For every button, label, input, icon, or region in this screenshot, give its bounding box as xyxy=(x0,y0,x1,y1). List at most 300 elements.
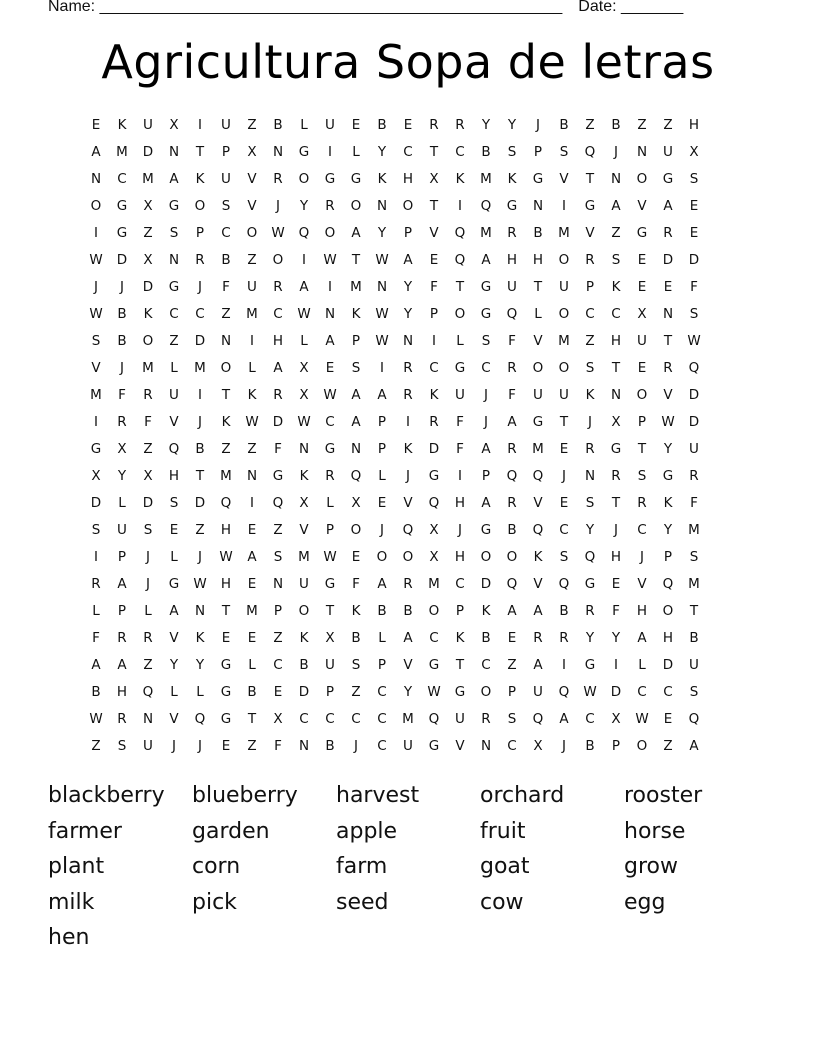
grid-letter[interactable]: Z xyxy=(351,684,361,700)
grid-letter[interactable]: N xyxy=(350,441,362,457)
grid-letter[interactable]: O xyxy=(246,225,258,241)
grid-letter[interactable]: D xyxy=(142,279,154,295)
grid-letter[interactable]: U xyxy=(455,711,465,727)
grid-letter[interactable]: U xyxy=(637,333,647,349)
grid-letter[interactable]: I xyxy=(94,225,98,241)
grid-letter[interactable]: H xyxy=(610,549,622,565)
grid-letter[interactable]: R xyxy=(507,360,517,376)
grid-letter[interactable]: L xyxy=(378,630,386,646)
grid-letter[interactable]: O xyxy=(194,198,206,214)
grid-letter[interactable]: X xyxy=(637,306,647,322)
grid-letter[interactable]: U xyxy=(143,117,153,133)
grid-letter[interactable]: G xyxy=(428,468,440,484)
grid-letter[interactable]: R xyxy=(663,225,673,241)
grid-letter[interactable]: Q xyxy=(532,711,544,727)
grid-letter[interactable]: S xyxy=(169,225,179,241)
grid-letter[interactable]: I xyxy=(432,333,436,349)
grid-letter[interactable]: F xyxy=(222,279,230,295)
grid-letter[interactable]: A xyxy=(507,414,517,430)
grid-letter[interactable]: O xyxy=(428,603,440,619)
grid-letter[interactable]: A xyxy=(611,198,621,214)
grid-letter[interactable]: W xyxy=(583,684,597,700)
grid-letter[interactable]: J xyxy=(484,414,488,430)
grid-letter[interactable]: N xyxy=(168,252,180,268)
grid-letter[interactable]: N xyxy=(610,387,622,403)
grid-letter[interactable]: D xyxy=(194,495,206,511)
grid-letter[interactable]: K xyxy=(585,387,595,403)
grid-letter[interactable]: H xyxy=(532,252,544,268)
grid-letter[interactable]: T xyxy=(585,171,595,187)
grid-letter[interactable]: B xyxy=(91,684,101,700)
grid-letter[interactable]: X xyxy=(299,495,309,511)
grid-letter[interactable]: G xyxy=(350,171,362,187)
grid-letter[interactable]: R xyxy=(611,468,621,484)
grid-letter[interactable]: U xyxy=(689,441,699,457)
grid-letter[interactable]: J xyxy=(380,522,384,538)
grid-letter[interactable]: T xyxy=(611,495,621,511)
grid-letter[interactable]: K xyxy=(299,630,309,646)
grid-letter[interactable]: V xyxy=(247,198,257,214)
grid-letter[interactable]: G xyxy=(324,441,336,457)
grid-letter[interactable]: E xyxy=(689,225,699,241)
grid-letter[interactable]: D xyxy=(610,684,622,700)
grid-letter[interactable]: P xyxy=(221,144,231,160)
grid-letter[interactable]: C xyxy=(195,306,205,322)
date-field[interactable]: Date: _______ xyxy=(578,0,684,15)
grid-letter[interactable]: M xyxy=(428,576,440,592)
grid-letter[interactable]: T xyxy=(689,603,699,619)
grid-letter[interactable]: E xyxy=(247,522,257,538)
grid-letter[interactable]: G xyxy=(324,171,336,187)
grid-letter[interactable]: L xyxy=(118,495,126,511)
grid-letter[interactable]: Z xyxy=(247,117,257,133)
grid-letter[interactable]: S xyxy=(351,360,361,376)
grid-letter[interactable]: W xyxy=(323,252,337,268)
grid-letter[interactable]: V xyxy=(637,576,647,592)
grid-letter[interactable]: X xyxy=(429,522,439,538)
grid-letter[interactable]: K xyxy=(455,171,465,187)
grid-letter[interactable]: N xyxy=(376,279,388,295)
grid-letter[interactable]: X xyxy=(117,441,127,457)
grid-letter[interactable]: Y xyxy=(507,117,517,133)
grid-letter[interactable]: K xyxy=(377,171,387,187)
grid-letter[interactable]: O xyxy=(220,360,232,376)
grid-letter[interactable]: D xyxy=(90,495,102,511)
grid-letter[interactable]: J xyxy=(640,549,644,565)
grid-letter[interactable]: K xyxy=(221,414,231,430)
grid-letter[interactable]: N xyxy=(584,468,596,484)
grid-letter[interactable]: X xyxy=(611,414,621,430)
grid-letter[interactable]: O xyxy=(350,198,362,214)
grid-letter[interactable]: U xyxy=(325,657,335,673)
grid-letter[interactable]: E xyxy=(169,522,179,538)
grid-letter[interactable]: C xyxy=(481,657,491,673)
grid-letter[interactable]: B xyxy=(377,603,387,619)
grid-letter[interactable]: X xyxy=(429,171,439,187)
grid-letter[interactable]: I xyxy=(380,360,384,376)
grid-letter[interactable]: S xyxy=(143,522,153,538)
grid-letter[interactable]: U xyxy=(221,171,231,187)
grid-letter[interactable]: E xyxy=(429,252,439,268)
grid-letter[interactable]: R xyxy=(533,630,543,646)
grid-letter[interactable]: R xyxy=(143,630,153,646)
grid-letter[interactable]: P xyxy=(637,414,647,430)
grid-letter[interactable]: G xyxy=(454,360,466,376)
grid-letter[interactable]: L xyxy=(300,117,308,133)
grid-letter[interactable]: M xyxy=(532,441,544,457)
grid-letter[interactable]: V xyxy=(585,225,595,241)
grid-letter[interactable]: N xyxy=(636,144,648,160)
grid-letter[interactable]: J xyxy=(198,738,202,754)
grid-letter[interactable]: B xyxy=(403,603,413,619)
grid-letter[interactable]: O xyxy=(558,306,570,322)
grid-letter[interactable]: G xyxy=(298,144,310,160)
grid-letter[interactable]: C xyxy=(377,711,387,727)
grid-letter[interactable]: W xyxy=(89,306,103,322)
grid-letter[interactable]: K xyxy=(117,117,127,133)
grid-letter[interactable]: V xyxy=(403,495,413,511)
grid-letter[interactable]: S xyxy=(117,738,127,754)
grid-letter[interactable]: Z xyxy=(507,657,517,673)
grid-letter[interactable]: I xyxy=(328,144,332,160)
grid-letter[interactable]: N xyxy=(298,441,310,457)
grid-letter[interactable]: R xyxy=(429,117,439,133)
grid-letter[interactable]: V xyxy=(533,576,543,592)
grid-letter[interactable]: M xyxy=(688,522,700,538)
grid-letter[interactable]: O xyxy=(506,549,518,565)
grid-letter[interactable]: A xyxy=(481,441,491,457)
grid-letter[interactable]: F xyxy=(456,441,464,457)
grid-letter[interactable]: W xyxy=(427,684,441,700)
grid-letter[interactable]: I xyxy=(458,468,462,484)
grid-letter[interactable]: Z xyxy=(91,738,101,754)
grid-letter[interactable]: Z xyxy=(611,225,621,241)
grid-letter[interactable]: C xyxy=(117,171,127,187)
grid-letter[interactable]: I xyxy=(198,117,202,133)
grid-letter[interactable]: F xyxy=(92,630,100,646)
grid-letter[interactable]: Q xyxy=(688,711,700,727)
grid-letter[interactable]: R xyxy=(273,171,283,187)
grid-letter[interactable]: J xyxy=(458,522,462,538)
grid-letter[interactable]: F xyxy=(430,279,438,295)
grid-letter[interactable]: J xyxy=(406,468,410,484)
grid-letter[interactable]: N xyxy=(246,468,258,484)
grid-letter[interactable]: H xyxy=(688,117,700,133)
grid-letter[interactable]: T xyxy=(455,279,465,295)
grid-letter[interactable]: R xyxy=(585,441,595,457)
grid-letter[interactable]: X xyxy=(169,117,179,133)
grid-letter[interactable]: M xyxy=(194,360,206,376)
grid-letter[interactable]: V xyxy=(403,657,413,673)
grid-letter[interactable]: I xyxy=(94,549,98,565)
grid-letter[interactable]: Q xyxy=(428,711,440,727)
grid-letter[interactable]: A xyxy=(351,225,361,241)
grid-letter[interactable]: H xyxy=(454,549,466,565)
grid-letter[interactable]: O xyxy=(324,225,336,241)
grid-letter[interactable]: Q xyxy=(220,495,232,511)
grid-letter[interactable]: V xyxy=(169,414,179,430)
grid-letter[interactable]: T xyxy=(559,414,569,430)
grid-letter[interactable]: Z xyxy=(273,630,283,646)
grid-letter[interactable]: B xyxy=(611,117,621,133)
grid-letter[interactable]: V xyxy=(455,738,465,754)
grid-letter[interactable]: K xyxy=(351,603,361,619)
grid-letter[interactable]: O xyxy=(350,522,362,538)
grid-letter[interactable]: S xyxy=(273,549,283,565)
grid-letter[interactable]: W xyxy=(375,333,389,349)
grid-letter[interactable]: K xyxy=(195,171,205,187)
grid-letter[interactable]: F xyxy=(690,279,698,295)
grid-letter[interactable]: A xyxy=(169,603,179,619)
grid-letter[interactable]: N xyxy=(194,603,206,619)
grid-letter[interactable]: S xyxy=(689,549,699,565)
grid-letter[interactable]: L xyxy=(92,603,100,619)
grid-letter[interactable]: F xyxy=(144,414,152,430)
grid-letter[interactable]: W xyxy=(375,306,389,322)
grid-letter[interactable]: R xyxy=(507,225,517,241)
grid-letter[interactable]: I xyxy=(198,387,202,403)
grid-letter[interactable]: G xyxy=(584,198,596,214)
grid-letter[interactable]: E xyxy=(663,711,673,727)
grid-letter[interactable]: R xyxy=(559,630,569,646)
grid-letter[interactable]: J xyxy=(562,738,566,754)
grid-letter[interactable]: J xyxy=(536,117,540,133)
grid-letter[interactable]: P xyxy=(325,522,335,538)
grid-letter[interactable]: R xyxy=(143,387,153,403)
grid-letter[interactable]: H xyxy=(116,684,128,700)
grid-letter[interactable]: R xyxy=(91,576,101,592)
grid-letter[interactable]: O xyxy=(454,306,466,322)
grid-letter[interactable]: C xyxy=(507,738,517,754)
grid-letter[interactable]: S xyxy=(689,171,699,187)
grid-letter[interactable]: E xyxy=(689,198,699,214)
grid-letter[interactable]: G xyxy=(168,198,180,214)
grid-letter[interactable]: R xyxy=(325,198,335,214)
grid-letter[interactable]: A xyxy=(533,657,543,673)
grid-letter[interactable]: X xyxy=(273,711,283,727)
grid-letter[interactable]: S xyxy=(507,711,517,727)
grid-letter[interactable]: A xyxy=(403,630,413,646)
grid-letter[interactable]: G xyxy=(168,576,180,592)
grid-letter[interactable]: Q xyxy=(506,576,518,592)
grid-letter[interactable]: J xyxy=(146,549,150,565)
grid-letter[interactable]: T xyxy=(195,144,205,160)
grid-letter[interactable]: I xyxy=(94,414,98,430)
grid-letter[interactable]: A xyxy=(559,711,569,727)
grid-letter[interactable]: Y xyxy=(377,144,387,160)
grid-letter[interactable]: E xyxy=(663,279,673,295)
grid-letter[interactable]: P xyxy=(117,603,127,619)
grid-letter[interactable]: L xyxy=(196,684,204,700)
grid-letter[interactable]: Q xyxy=(558,684,570,700)
grid-letter[interactable]: T xyxy=(429,198,439,214)
grid-letter[interactable]: R xyxy=(455,117,465,133)
grid-letter[interactable]: Q xyxy=(480,198,492,214)
grid-letter[interactable]: G xyxy=(584,576,596,592)
grid-letter[interactable]: T xyxy=(663,333,673,349)
grid-letter[interactable]: T xyxy=(351,252,361,268)
grid-letter[interactable]: O xyxy=(402,549,414,565)
grid-letter[interactable]: P xyxy=(507,684,517,700)
grid-letter[interactable]: F xyxy=(690,495,698,511)
grid-letter[interactable]: A xyxy=(403,252,413,268)
grid-letter[interactable]: C xyxy=(403,144,413,160)
grid-letter[interactable]: G xyxy=(220,711,232,727)
grid-letter[interactable]: E xyxy=(637,360,647,376)
grid-letter[interactable]: G xyxy=(610,441,622,457)
grid-letter[interactable]: Z xyxy=(247,441,257,457)
grid-letter[interactable]: E xyxy=(403,117,413,133)
grid-letter[interactable]: B xyxy=(533,225,543,241)
grid-letter[interactable]: H xyxy=(402,171,414,187)
grid-letter[interactable]: R xyxy=(117,414,127,430)
grid-letter[interactable]: S xyxy=(481,333,491,349)
grid-letter[interactable]: U xyxy=(533,684,543,700)
grid-letter[interactable]: P xyxy=(455,603,465,619)
grid-letter[interactable]: X xyxy=(533,738,543,754)
grid-letter[interactable]: N xyxy=(324,306,336,322)
grid-letter[interactable]: A xyxy=(325,333,335,349)
grid-letter[interactable]: J xyxy=(94,279,98,295)
grid-letter[interactable]: S xyxy=(559,144,569,160)
grid-letter[interactable]: A xyxy=(481,495,491,511)
grid-letter[interactable]: J xyxy=(484,387,488,403)
grid-letter[interactable]: V xyxy=(169,630,179,646)
grid-letter[interactable]: W xyxy=(323,549,337,565)
grid-letter[interactable]: K xyxy=(299,468,309,484)
grid-letter[interactable]: Q xyxy=(532,468,544,484)
grid-letter[interactable]: M xyxy=(402,711,414,727)
grid-letter[interactable]: Q xyxy=(142,684,154,700)
grid-letter[interactable]: A xyxy=(351,387,361,403)
grid-letter[interactable]: J xyxy=(146,576,150,592)
grid-letter[interactable]: X xyxy=(299,387,309,403)
grid-letter[interactable]: H xyxy=(636,603,648,619)
grid-letter[interactable]: M xyxy=(298,549,310,565)
grid-letter[interactable]: L xyxy=(300,333,308,349)
grid-letter[interactable]: D xyxy=(662,657,674,673)
grid-letter[interactable]: V xyxy=(169,711,179,727)
grid-letter[interactable]: B xyxy=(507,522,517,538)
grid-letter[interactable]: L xyxy=(638,657,646,673)
grid-letter[interactable]: A xyxy=(169,171,179,187)
grid-letter[interactable]: W xyxy=(89,711,103,727)
grid-letter[interactable]: P xyxy=(429,306,439,322)
grid-letter[interactable]: M xyxy=(142,360,154,376)
grid-letter[interactable]: R xyxy=(637,495,647,511)
grid-letter[interactable]: A xyxy=(91,144,101,160)
grid-letter[interactable]: G xyxy=(480,522,492,538)
grid-letter[interactable]: M xyxy=(688,576,700,592)
grid-letter[interactable]: O xyxy=(480,684,492,700)
grid-letter[interactable]: K xyxy=(507,171,517,187)
grid-letter[interactable]: Y xyxy=(663,522,673,538)
grid-letter[interactable]: U xyxy=(247,279,257,295)
grid-letter[interactable]: O xyxy=(558,252,570,268)
grid-letter[interactable]: N xyxy=(168,144,180,160)
grid-letter[interactable]: E xyxy=(221,738,231,754)
grid-letter[interactable]: Z xyxy=(585,333,595,349)
grid-letter[interactable]: N xyxy=(402,333,414,349)
grid-letter[interactable]: X xyxy=(91,468,101,484)
grid-letter[interactable]: L xyxy=(352,144,360,160)
grid-letter[interactable]: Z xyxy=(585,117,595,133)
grid-letter[interactable]: G xyxy=(428,738,440,754)
grid-letter[interactable]: A xyxy=(117,576,127,592)
grid-letter[interactable]: S xyxy=(611,252,621,268)
grid-letter[interactable]: W xyxy=(297,414,311,430)
grid-letter[interactable]: B xyxy=(585,738,595,754)
grid-letter[interactable]: G xyxy=(480,279,492,295)
grid-letter[interactable]: E xyxy=(637,252,647,268)
grid-letter[interactable]: Q xyxy=(272,495,284,511)
grid-letter[interactable]: C xyxy=(429,360,439,376)
grid-letter[interactable]: E xyxy=(351,549,361,565)
grid-letter[interactable]: Z xyxy=(195,522,205,538)
grid-letter[interactable]: Q xyxy=(532,522,544,538)
grid-letter[interactable]: J xyxy=(120,360,124,376)
grid-letter[interactable]: I xyxy=(250,495,254,511)
grid-letter[interactable]: H xyxy=(506,252,518,268)
grid-letter[interactable]: V xyxy=(533,495,543,511)
grid-letter[interactable]: L xyxy=(534,306,542,322)
grid-letter[interactable]: X xyxy=(299,360,309,376)
grid-letter[interactable]: O xyxy=(272,252,284,268)
grid-letter[interactable]: A xyxy=(299,279,309,295)
grid-letter[interactable]: K xyxy=(533,549,543,565)
grid-letter[interactable]: G xyxy=(220,684,232,700)
grid-letter[interactable]: B xyxy=(195,441,205,457)
grid-letter[interactable]: C xyxy=(273,657,283,673)
grid-letter[interactable]: A xyxy=(377,576,387,592)
grid-letter[interactable]: R xyxy=(481,711,491,727)
grid-letter[interactable]: J xyxy=(614,522,618,538)
grid-letter[interactable]: U xyxy=(533,387,543,403)
grid-letter[interactable]: V xyxy=(429,225,439,241)
grid-letter[interactable]: K xyxy=(663,495,673,511)
grid-letter[interactable]: Y xyxy=(663,441,673,457)
grid-letter[interactable]: P xyxy=(533,144,543,160)
grid-letter[interactable]: Q xyxy=(584,144,596,160)
grid-letter[interactable]: H xyxy=(168,468,180,484)
grid-letter[interactable]: I xyxy=(562,198,566,214)
grid-letter[interactable]: J xyxy=(172,738,176,754)
grid-letter[interactable]: I xyxy=(458,198,462,214)
grid-letter[interactable]: O xyxy=(558,360,570,376)
grid-letter[interactable]: H xyxy=(610,333,622,349)
grid-letter[interactable]: Z xyxy=(143,225,153,241)
grid-letter[interactable]: M xyxy=(480,225,492,241)
grid-letter[interactable]: A xyxy=(351,414,361,430)
grid-letter[interactable]: S xyxy=(689,306,699,322)
grid-letter[interactable]: T xyxy=(221,387,231,403)
grid-letter[interactable]: B xyxy=(247,684,257,700)
grid-letter[interactable]: K xyxy=(403,441,413,457)
grid-letter[interactable]: R xyxy=(689,468,699,484)
grid-letter[interactable]: T xyxy=(325,603,335,619)
grid-letter[interactable]: N xyxy=(90,171,102,187)
grid-letter[interactable]: V xyxy=(91,360,101,376)
grid-letter[interactable]: C xyxy=(299,711,309,727)
grid-letter[interactable]: O xyxy=(402,198,414,214)
grid-letter[interactable]: C xyxy=(455,144,465,160)
grid-letter[interactable]: C xyxy=(481,360,491,376)
grid-letter[interactable]: O xyxy=(142,333,154,349)
grid-letter[interactable]: J xyxy=(198,549,202,565)
grid-letter[interactable]: R xyxy=(273,279,283,295)
grid-letter[interactable]: Q xyxy=(402,522,414,538)
grid-letter[interactable]: J xyxy=(562,468,566,484)
